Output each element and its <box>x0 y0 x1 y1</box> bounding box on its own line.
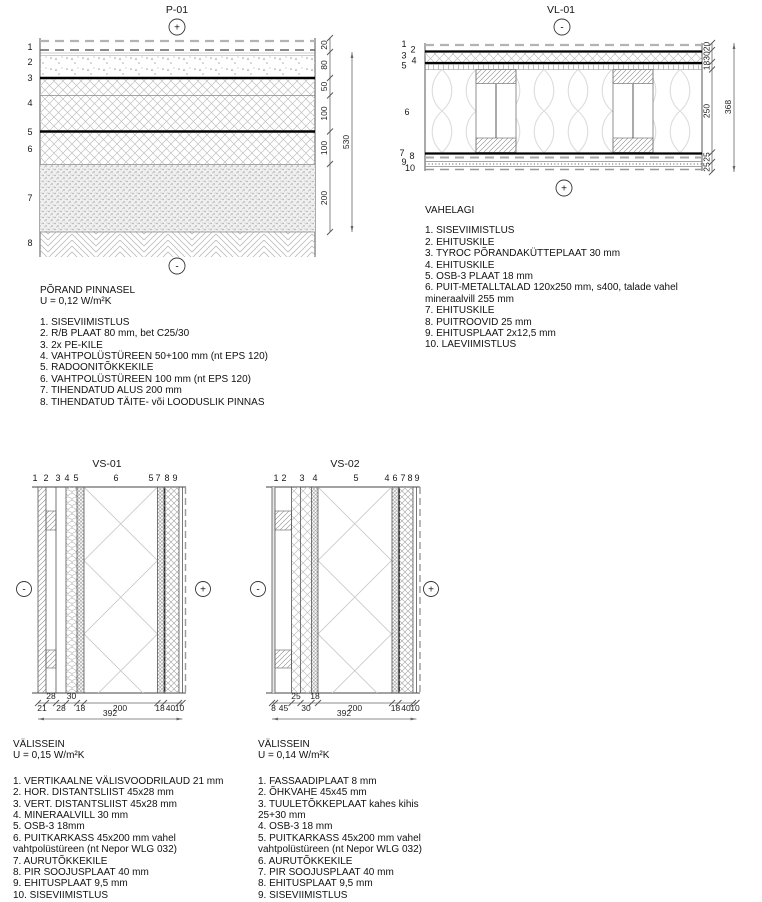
vs01-layer-pir <box>164 487 179 693</box>
svg-text:80: 80 <box>319 60 329 70</box>
spec-item: 4. OSB-3 18 mm <box>258 821 333 833</box>
spec-item: 8. PIR SOOJUSPLAAT 40 mm <box>13 867 149 879</box>
svg-text:2: 2 <box>43 473 49 483</box>
vs01-layer-mineral-wool <box>66 487 77 693</box>
vl01-joist <box>476 70 516 153</box>
svg-text:3: 3 <box>27 73 33 83</box>
spec-item: 3. 2x PE-KILE <box>40 339 103 351</box>
svg-text:7: 7 <box>155 473 161 483</box>
p01-bottom-sign: - <box>175 261 179 273</box>
spec-item: 9. EHITUSPLAAT 9,5 mm <box>13 878 128 890</box>
svg-text:8: 8 <box>164 473 170 483</box>
spec-item: 1. SISEVIIMISTLUS <box>40 316 130 328</box>
vs02-layer-frame-insulation <box>318 487 392 693</box>
spec-item: 1. VERTIKAALNE VÄLISVOODRILAUD 21 mm <box>13 775 224 787</box>
svg-text:6: 6 <box>27 144 33 154</box>
vl01-heading: VAHELAGI <box>425 205 475 216</box>
svg-text:20: 20 <box>319 40 329 50</box>
spec-item: 6. PUITKARKASS 45x200 mm vahel <box>13 832 176 844</box>
p01-layer-ground <box>40 232 315 257</box>
svg-text:8: 8 <box>271 703 276 713</box>
spec-item: 5. PUITKARKASS 45x200 mm vahel <box>258 832 421 844</box>
svg-text:21: 21 <box>37 703 47 713</box>
vs01-heading: VÄLISSEIN <box>13 739 65 750</box>
vs01-interior-marker <box>196 582 211 597</box>
vl01-top-marker <box>554 19 570 35</box>
svg-text:200: 200 <box>347 703 363 713</box>
p01-drawing <box>0 0 381 280</box>
p01-title: P-01 <box>165 4 189 16</box>
vs01-u-value: U = 0,15 W/m²K <box>13 750 85 762</box>
svg-text:250: 250 <box>701 103 712 119</box>
svg-text:7: 7 <box>399 148 405 158</box>
svg-text:1: 1 <box>401 39 407 49</box>
svg-text:1: 1 <box>32 473 38 483</box>
spec-item: 5. OSB-3 PLAAT 18 mm <box>425 271 534 283</box>
vs01-exterior-sign: - <box>22 584 26 596</box>
vl01-bottom-marker <box>556 180 572 196</box>
spec-item: 6. AURUTÕKKEKILE <box>258 855 353 867</box>
spec-item: 5. OSB-3 18mm <box>13 821 85 833</box>
spec-item: 1. SISEVIIMISTLUS <box>425 225 515 237</box>
spec-item: 8. TIHENDATUD TÄITE- või LOODUSLIK PINNAS <box>40 396 265 408</box>
svg-text:9: 9 <box>414 473 420 483</box>
svg-text:25: 25 <box>701 152 712 162</box>
p01-layer-finish <box>40 41 315 50</box>
svg-text:392: 392 <box>102 708 118 718</box>
svg-text:3: 3 <box>55 473 61 483</box>
spec-item: 5. RADOONITÕKKEKILE <box>40 362 154 374</box>
svg-text:28: 28 <box>56 703 66 713</box>
svg-text:5: 5 <box>27 127 33 137</box>
svg-text:392: 392 <box>336 708 352 718</box>
vs02-interior-sign: + <box>428 584 434 596</box>
p01-total-dimension <box>341 52 353 232</box>
vs01-layer-osb-outer <box>77 487 84 693</box>
svg-text:2: 2 <box>27 57 33 67</box>
svg-text:200: 200 <box>319 190 329 206</box>
vs01-drawing <box>0 455 240 730</box>
vs02-u-value: U = 0,14 W/m²K <box>258 750 330 762</box>
vs02-layer-windbarrier-1 <box>292 487 301 693</box>
vs01-top-labels <box>32 473 177 483</box>
svg-text:3: 3 <box>299 473 305 483</box>
spec-item: vahtpolüstüreen (nt Nepor WLG 032) <box>13 844 177 856</box>
vs02-caption <box>258 739 468 901</box>
svg-text:3: 3 <box>401 50 407 61</box>
vl01-layer-board <box>425 162 702 167</box>
spec-item: mineraalvill 255 mm <box>425 293 514 305</box>
vs01-interior-sign: + <box>200 584 206 596</box>
svg-text:9: 9 <box>401 157 407 167</box>
svg-text:6: 6 <box>404 107 410 117</box>
vl01-title: VL-01 <box>546 4 576 16</box>
svg-text:5: 5 <box>148 473 154 483</box>
vs01-layer-hor-battens <box>46 511 56 668</box>
vs02-section-body <box>266 487 420 693</box>
vs01-section-body <box>32 487 186 693</box>
svg-text:25: 25 <box>701 162 712 172</box>
spec-item: 2. EHITUSKILE <box>425 236 495 248</box>
spec-item: 6. VAHTPOLÜSTÜREEN 100 mm (nt EPS 120) <box>40 373 251 385</box>
spec-item: 7. PIR SOOJUSPLAAT 40 mm <box>258 867 394 879</box>
svg-text:4: 4 <box>384 473 390 483</box>
svg-text:4: 4 <box>64 473 70 483</box>
spec-item: 7. AURUTÕKKEKILE <box>13 855 108 867</box>
p01-heading: PÕRAND PINNASEL <box>40 285 136 296</box>
vs01-exterior-marker <box>17 582 32 597</box>
svg-text:30: 30 <box>66 691 77 701</box>
svg-text:30: 30 <box>701 51 712 61</box>
p01-dimension-chain <box>319 35 333 235</box>
vl01-total-dimension <box>723 43 735 172</box>
vl01-layer-numbers <box>399 39 416 173</box>
svg-text:30: 30 <box>301 703 311 713</box>
svg-text:1: 1 <box>27 42 33 52</box>
p01-bottom-marker <box>169 258 185 274</box>
p01-layer-concrete <box>40 53 315 77</box>
vs02-exterior-marker <box>251 582 266 597</box>
vs01-caption <box>13 739 243 901</box>
spec-item: 25+30 mm <box>258 810 306 822</box>
svg-text:8: 8 <box>27 238 33 248</box>
vl01-section-body <box>425 43 702 171</box>
svg-text:8: 8 <box>409 151 415 161</box>
spec-item: 6. PUIT-METALLTALAD 120x250 mm, s400, talade vahel <box>425 282 678 294</box>
p01-layer-numbers <box>27 42 32 248</box>
spec-item: 2. ÕHKVAHE 45x45 mm <box>258 787 367 799</box>
svg-text:530: 530 <box>341 134 351 150</box>
spec-item: 10. LAEVIIMISTLUS <box>425 339 517 351</box>
vl01-bottom-sign: + <box>561 183 567 195</box>
vs02-layer-osb-inner <box>392 487 399 693</box>
svg-text:2: 2 <box>281 473 287 483</box>
svg-text:18: 18 <box>310 691 320 701</box>
p01-section-body <box>40 38 315 257</box>
p01-u-value: U = 0,12 W/m²K <box>40 296 112 308</box>
svg-text:8: 8 <box>407 473 413 483</box>
vl01-top-sign: - <box>560 22 564 34</box>
spec-item: 4. EHITUSKILE <box>425 259 495 271</box>
p01-caption <box>40 285 380 408</box>
vl01-layer-insulation <box>425 70 702 153</box>
svg-text:6: 6 <box>392 473 398 483</box>
spec-item: vahtpolüstüreen (nt Nepor WLG 032) <box>258 844 422 856</box>
spec-item: 9. SISEVIIMISTLUS <box>258 889 348 901</box>
vs02-exterior-sign: - <box>256 584 260 596</box>
svg-text:40: 40 <box>165 703 176 713</box>
svg-text:5: 5 <box>401 60 407 71</box>
svg-text:4: 4 <box>312 473 318 483</box>
svg-text:6: 6 <box>113 473 119 483</box>
svg-text:18: 18 <box>155 703 165 713</box>
svg-text:1: 1 <box>273 473 279 483</box>
svg-text:100: 100 <box>319 140 329 156</box>
spec-item: 7. EHITUSKILE <box>425 305 495 317</box>
svg-text:10: 10 <box>174 703 185 713</box>
svg-text:2: 2 <box>410 44 416 55</box>
spec-item: 2. R/B PLAAT 80 mm, bet C25/30 <box>40 328 190 340</box>
p01-layer-eps-lower <box>40 133 315 164</box>
vl01-layer-tyroc <box>425 53 702 62</box>
vs02-layer-air-gap-battens <box>275 511 292 668</box>
vs02-layer-windbarrier-2 <box>301 487 312 693</box>
p01-layer-eps-upper <box>40 80 315 131</box>
spec-item: 7. TIHENDATUD ALUS 200 mm <box>40 385 182 397</box>
spec-item: 8. PUITROOVID 25 mm <box>425 316 532 328</box>
svg-text:4: 4 <box>411 55 417 66</box>
vs01-layer-cladding <box>38 487 46 693</box>
svg-text:18: 18 <box>701 60 712 71</box>
svg-text:20: 20 <box>701 41 712 52</box>
svg-text:10: 10 <box>404 163 416 173</box>
vl01-joist <box>613 70 653 153</box>
spec-item: 3. TYROC PÕRANDAKÜTTEPLAAT 30 mm <box>425 248 621 260</box>
vs01-title: VS-01 <box>92 458 122 470</box>
spec-item: 10. SISEVIIMISTLUS <box>13 889 109 901</box>
vl01-caption <box>425 205 745 351</box>
svg-text:40: 40 <box>401 703 411 713</box>
svg-text:7: 7 <box>400 473 406 483</box>
spec-item: 4. VAHTPOLÜSTÜREEN 50+100 mm (nt EPS 120) <box>40 351 268 363</box>
spec-item: 2. HOR. DISTANTSLIIST 45x28 mm <box>13 787 174 799</box>
vs01-layer-frame-insulation <box>84 487 158 693</box>
svg-text:368: 368 <box>723 99 733 115</box>
svg-text:7: 7 <box>27 193 33 203</box>
vl01-dimension-chain <box>702 40 716 175</box>
svg-text:100: 100 <box>319 106 329 121</box>
p01-top-sign: + <box>174 22 180 34</box>
vl01-drawing <box>381 0 762 200</box>
vs02-interior-marker <box>424 582 439 597</box>
spec-item: 4. MINERAALVILL 30 mm <box>13 810 129 822</box>
spec-item: 3. VERT. DISTANTSLIIST 45x28 mm <box>13 798 177 810</box>
vl01-layer-osb <box>425 65 702 70</box>
svg-text:4: 4 <box>27 98 33 108</box>
svg-text:9: 9 <box>172 473 178 483</box>
svg-text:10: 10 <box>410 703 420 713</box>
vs02-layer-pir <box>399 487 414 693</box>
vs02-drawing <box>240 455 480 730</box>
p01-layer-base <box>40 165 315 233</box>
svg-text:45: 45 <box>278 703 289 713</box>
svg-text:28: 28 <box>46 691 56 701</box>
spec-item: 3. TUULETÕKKEPLAAT kahes kihis <box>258 798 419 810</box>
spec-item: 9. EHITUSPLAAT 2x12,5 mm <box>425 328 556 340</box>
vs02-title: VS-02 <box>330 458 360 470</box>
vs02-heading: VÄLISSEIN <box>258 739 310 750</box>
spec-item: 1. FASSAADIPLAAT 8 mm <box>258 775 377 787</box>
svg-text:5: 5 <box>73 473 79 483</box>
vs02-top-labels <box>273 473 419 483</box>
spec-item: 8. EHITUSPLAAT 9,5 mm <box>258 878 373 890</box>
svg-text:200: 200 <box>112 703 128 713</box>
vs01-layer-osb-inner <box>158 487 165 693</box>
svg-text:5: 5 <box>353 473 359 483</box>
p01-top-marker <box>169 19 185 35</box>
svg-text:18: 18 <box>75 703 86 713</box>
svg-text:25: 25 <box>291 691 301 701</box>
vs02-layer-facade-board <box>272 487 275 693</box>
vs02-layer-osb-outer <box>312 487 319 693</box>
svg-text:18: 18 <box>390 703 401 713</box>
svg-text:50: 50 <box>319 81 329 92</box>
